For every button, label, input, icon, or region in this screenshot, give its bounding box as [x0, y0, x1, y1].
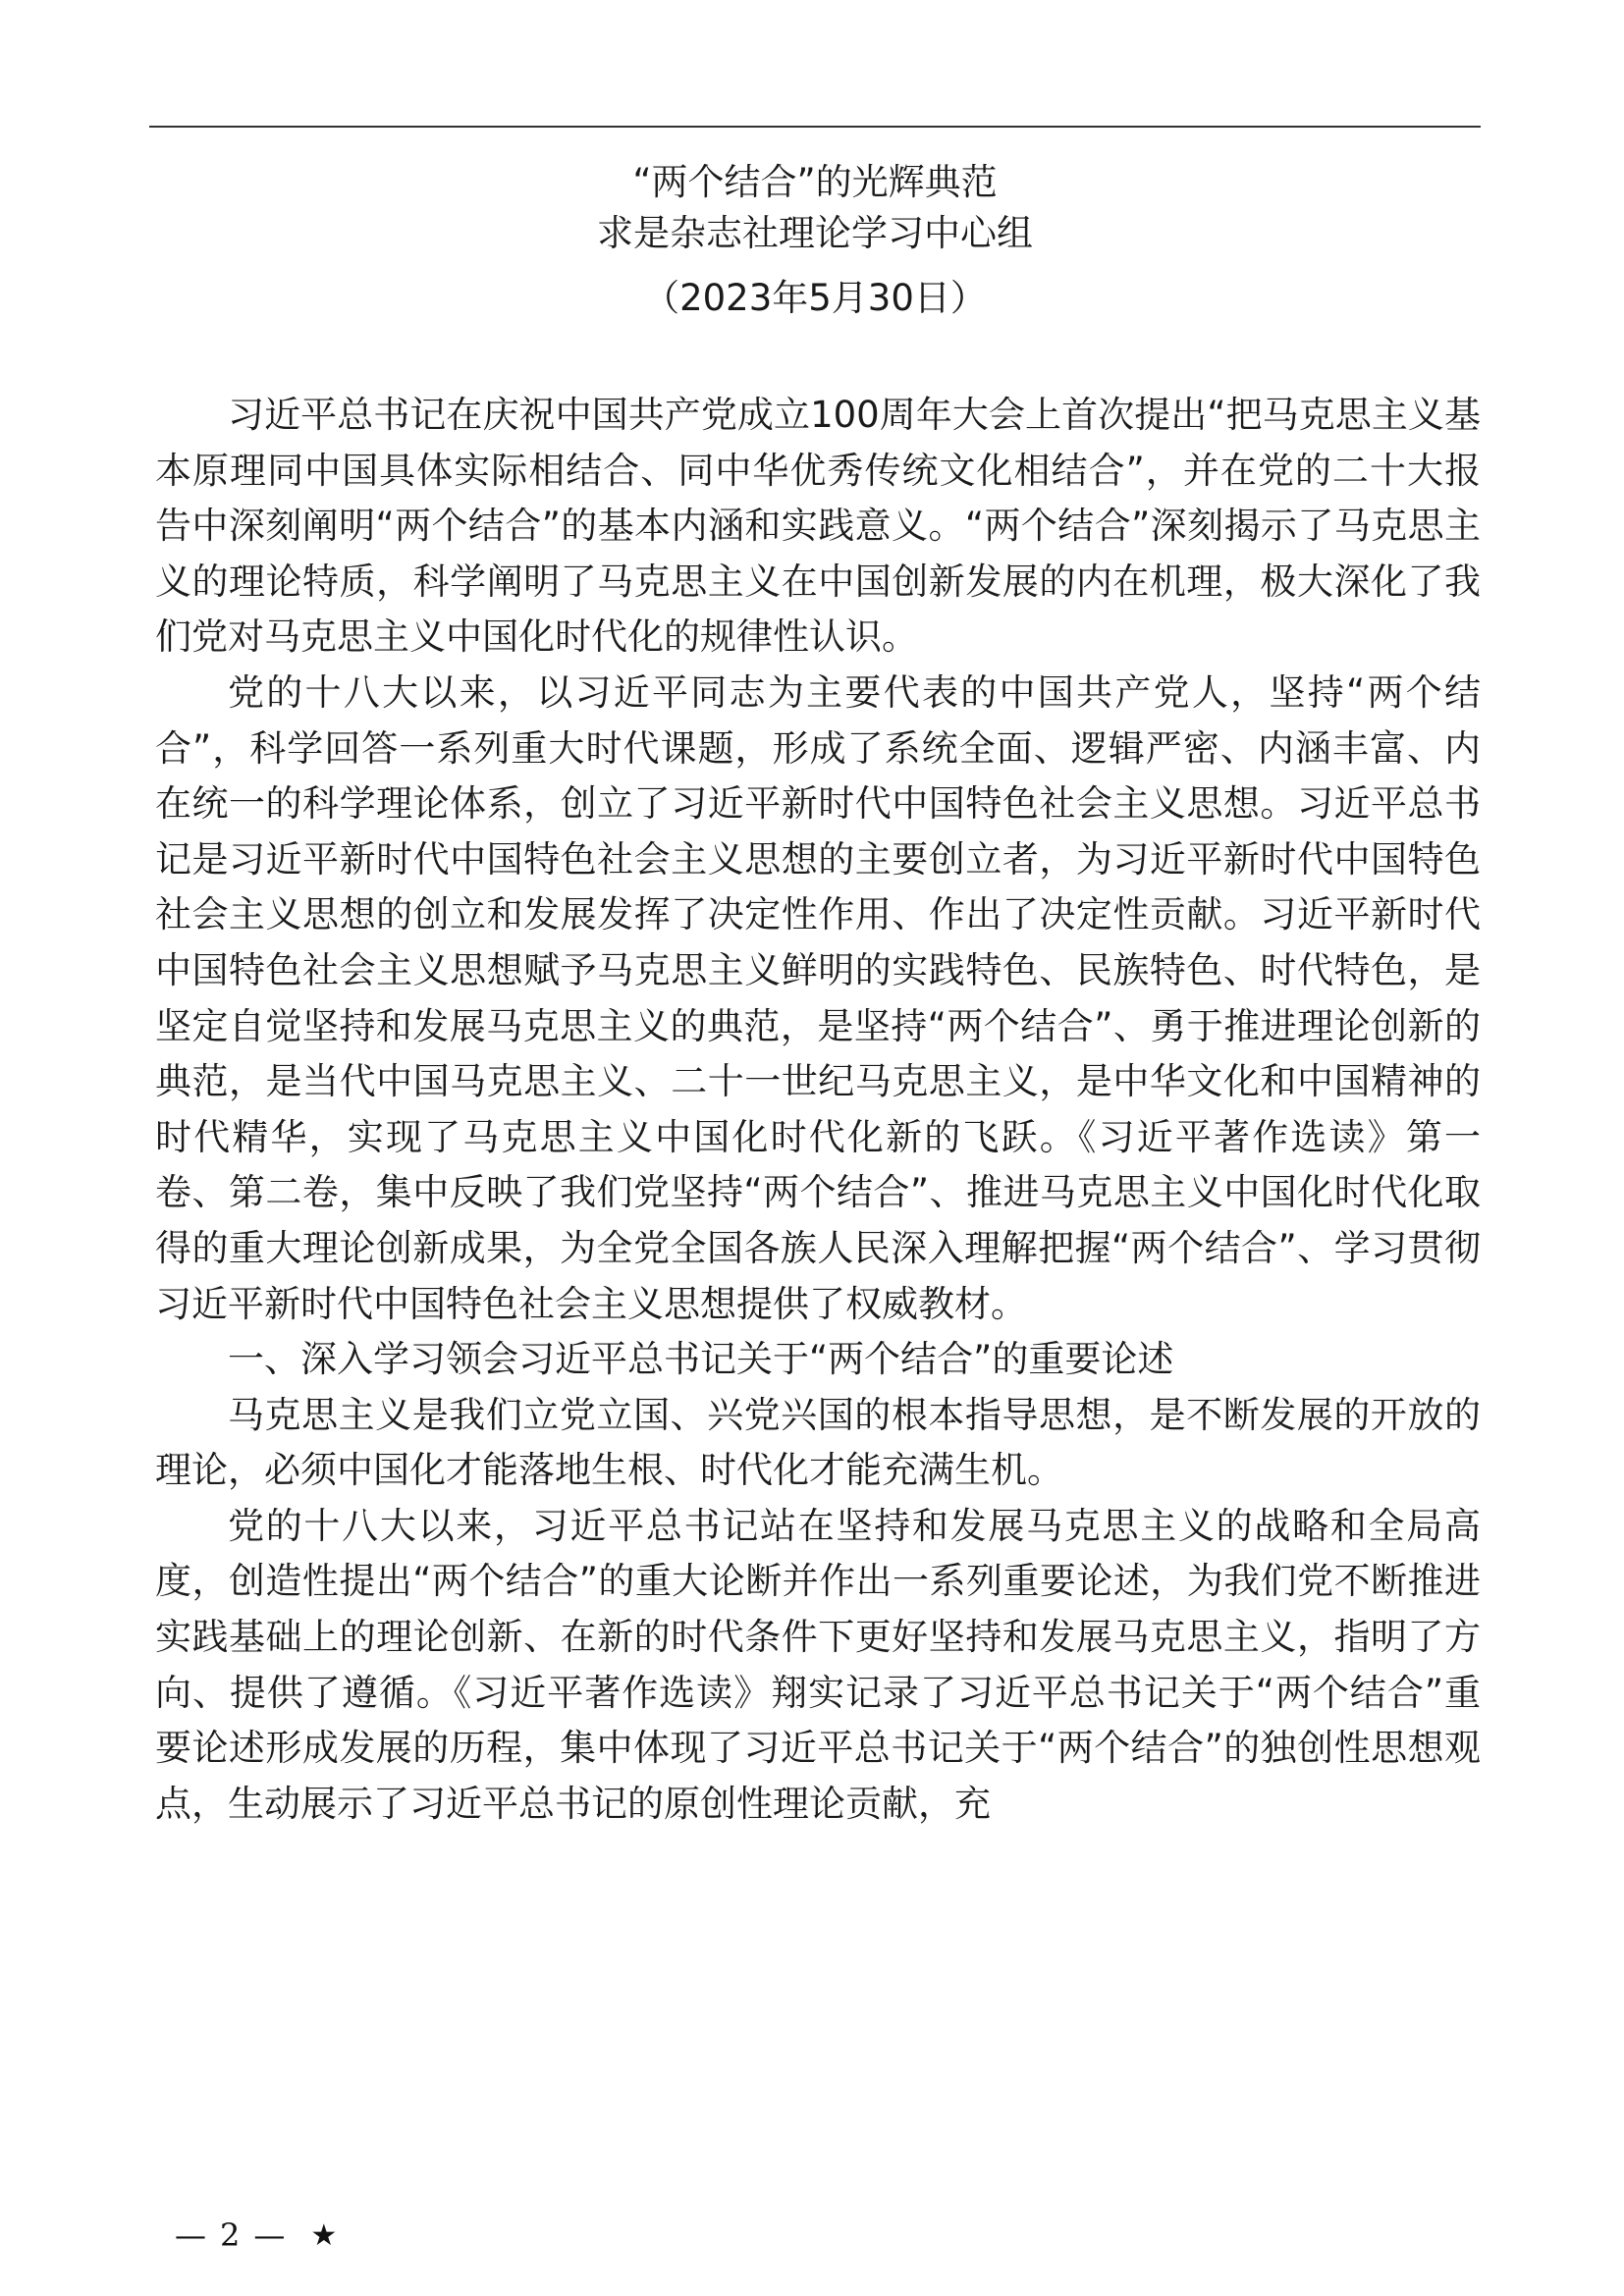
footer-dash-right: —	[253, 2216, 286, 2254]
document-date: （2023年5月30日）	[643, 277, 987, 319]
document-body	[155, 388, 1481, 1832]
star-icon: ★	[310, 2217, 338, 2253]
document-title: “两个结合”的光辉典范	[632, 161, 998, 203]
document-author: 求是杂志社理论学习中心组	[597, 212, 1033, 254]
header-rule	[149, 126, 1481, 128]
body-paragraph-4: 党的十八大以来，习近平总书记站在坚持和发展马克思主义的战略和全局高度，创造性提出“两个结合”的重大论断并作出一系列重要论述，为我们党不断推进实践基础上的理论创新、在新的时代条件下更好坚持和发展马克思主义，指明了方向、提供了遵循。《习近平著作选读》翔实记录了习近平总书记关于“两个结合”重要论述形成发展的历程，集中体现了习近平总书记关于“两个结合”的独创性思想观点，生动展示了习近平总书记的原创性理论贡献，充	[155, 1504, 1481, 1825]
footer-dash-left: —	[175, 2216, 206, 2254]
document-header	[149, 157, 1481, 324]
page-number: 2	[220, 2216, 241, 2254]
body-paragraph-3: 马克思主义是我们立党立国、兴党兴国的根本指导思想，是不断发展的开放的理论，必须中国化才能落地生根、时代化才能充满生机。	[155, 1393, 1481, 1492]
body-paragraph-1: 习近平总书记在庆祝中国共产党成立100周年大会上首次提出“把马克思主义基本原理同中国具体实际相结合、同中华优秀传统文化相结合”，并在党的二十大报告中深刻阐明“两个结合”的基本内涵和实践意义。“两个结合”深刻揭示了马克思主义的理论特质，科学阐明了马克思主义在中国创新发展的内在机理，极大深化了我们党对马克思主义中国化时代化的规律性认识。	[155, 394, 1481, 659]
section-heading-1: 一、深入学习领会习近平总书记关于“两个结合”的重要论述	[228, 1338, 1174, 1381]
page-footer	[175, 2211, 337, 2260]
body-paragraph-2: 党的十八大以来，以习近平同志为主要代表的中国共产党人，坚持“两个结合”，科学回答一系列重大时代课题，形成了系统全面、逻辑严密、内涵丰富、内在统一的科学理论体系，创立了习近平新时代中国特色社会主义思想。习近平总书记是习近平新时代中国特色社会主义思想的主要创立者，为习近平新时代中国特色社会主义思想的创立和发展发挥了决定性作用、作出了决定性贡献。习近平新时代中国特色社会主义思想赋予马克思主义鲜明的实践特色、民族特色、时代特色，是坚定自觉坚持和发展马克思主义的典范，是坚持“两个结合”、勇于推进理论创新的典范，是当代中国马克思主义、二十一世纪马克思主义，是中华文化和中国精神的时代精华，实现了马克思主义中国化时代化新的飞跃。《习近平著作选读》第一卷、第二卷，集中反映了我们党坚持“两个结合”、推进马克思主义中国化时代化取得的重大理论创新成果，为全党全国各族人民深入理解把握“两个结合”、学习贯彻习近平新时代中国特色社会主义思想提供了权威教材。	[155, 670, 1481, 1325]
